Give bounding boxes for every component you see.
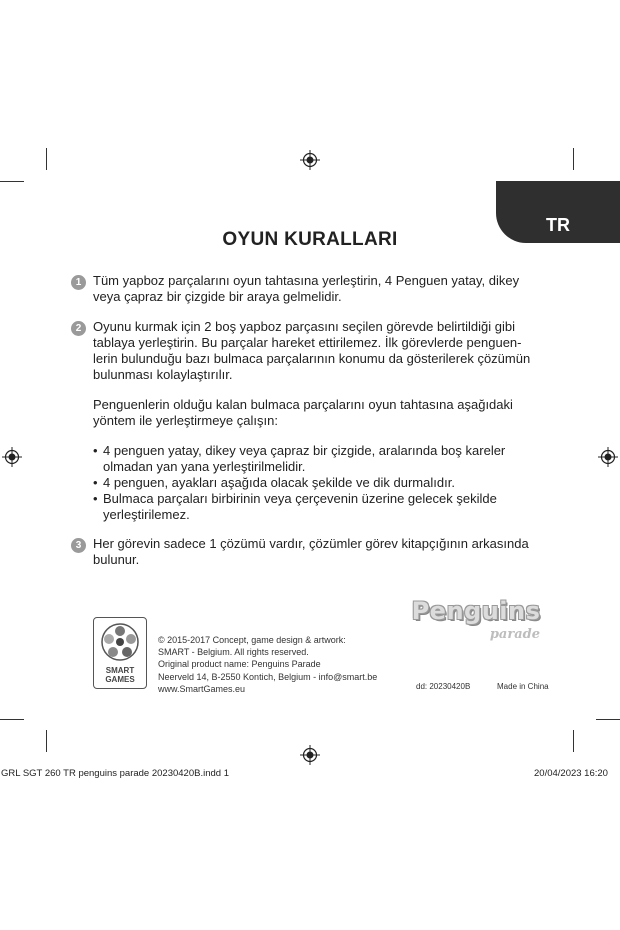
text-line: bulunur. [93, 552, 140, 567]
copyright-line: Original product name: Penguins Parade [158, 659, 321, 670]
step-number-badge: 2 [71, 321, 86, 336]
copyright-line: © 2015-2017 Concept, game design & artwork: [158, 635, 346, 645]
text-line: Tüm yapboz parçalarını oyun tahtasına yerleştirin, 4 Penguen yatay, dikey [93, 273, 520, 288]
text-line: bulunması kolaylaştırılır. [93, 367, 233, 382]
copyright-line: Neerveld 14, B-2550 Kontich, Belgium - info@smart.be [158, 671, 378, 682]
rule-paragraph-1 [93, 273, 553, 305]
crop-mark [573, 148, 574, 170]
registration-mark-icon [2, 447, 22, 467]
bullet-item [93, 491, 553, 523]
text-line: • Bulmaca parçaları birbirinin veya çerçevenin üzerine gelecek şekilde [103, 491, 497, 506]
logo-text [94, 666, 146, 684]
rule-paragraph-2 [93, 319, 553, 383]
made-in-label: Made in China [497, 682, 549, 691]
intro-paragraph [93, 397, 553, 429]
copyright-line: SMART - Belgium. All rights reserved. [158, 647, 309, 658]
bullet-item [93, 443, 553, 475]
text-line: Her görevin sadece 1 çözümü vardır, çözümler görev kitapçığının arkasında [93, 536, 529, 551]
rule-paragraph-3 [93, 536, 553, 568]
text-line: yöntem ile yerleştirmeye çalışın: [93, 413, 278, 428]
text-line: yerleştirilemez. [103, 507, 190, 522]
crop-mark [596, 719, 620, 720]
text-line: tablaya yerleştirin. Bu parçalar hareket ettirilemez. İlk görevlerde penguen- [93, 335, 522, 350]
logo-text-line: SMART [105, 666, 135, 675]
slug-timestamp: 20/04/2023 16:20 [534, 768, 608, 779]
smartgames-logo [93, 617, 147, 689]
text-line: lerin bulunduğu bazı bulmaca parçalarının konumu da gösterilerek çözümün [93, 351, 531, 366]
text-line: veya çapraz bir çizgide bir araya gelmelidir. [93, 289, 342, 304]
crop-mark [0, 719, 24, 720]
registration-mark-icon [300, 150, 320, 170]
rules-bullet-list [93, 443, 553, 523]
text-line: • 4 penguen yatay, dikey veya çapraz bir çizgide, aralarında boş kareler [103, 443, 506, 458]
registration-mark-icon [300, 745, 320, 765]
text-line: olmadan yan yana yerleştirilmelidir. [103, 459, 306, 474]
text-line: • 4 penguen, ayakları aşağıda olacak şekilde ve dik durmalıdır. [103, 475, 455, 490]
crop-mark [46, 730, 47, 752]
slug-file-name: GRL SGT 260 TR penguins parade 20230420B.indd 1 [1, 768, 229, 779]
language-tab-label: TR [546, 215, 570, 235]
penguins-parade-logo-sub: parade [489, 627, 540, 642]
text-line: Penguenlerin olduğu kalan bulmaca parçalarını oyun tahtasına aşağıdaki [93, 397, 513, 412]
step-number-badge: 1 [71, 275, 86, 290]
crop-mark [0, 181, 24, 182]
copyright-block [158, 634, 418, 695]
crop-mark [46, 148, 47, 170]
registration-mark-icon [598, 447, 618, 467]
page-title: OYUN KURALLARI [222, 229, 398, 250]
penguins-parade-logo: Penguins [411, 597, 541, 625]
smartgames-logo-icon [100, 622, 140, 662]
crop-mark [573, 730, 574, 752]
bullet-item [93, 475, 553, 491]
dd-code: dd: 20230420B [416, 682, 471, 691]
logo-text-line: GAMES [105, 675, 135, 684]
copyright-line: www.SmartGames.eu [158, 683, 246, 694]
text-line: Oyunu kurmak için 2 boş yapboz parçasını seçilen görevde belirtildiği gibi [93, 319, 515, 334]
step-number-badge: 3 [71, 538, 86, 553]
